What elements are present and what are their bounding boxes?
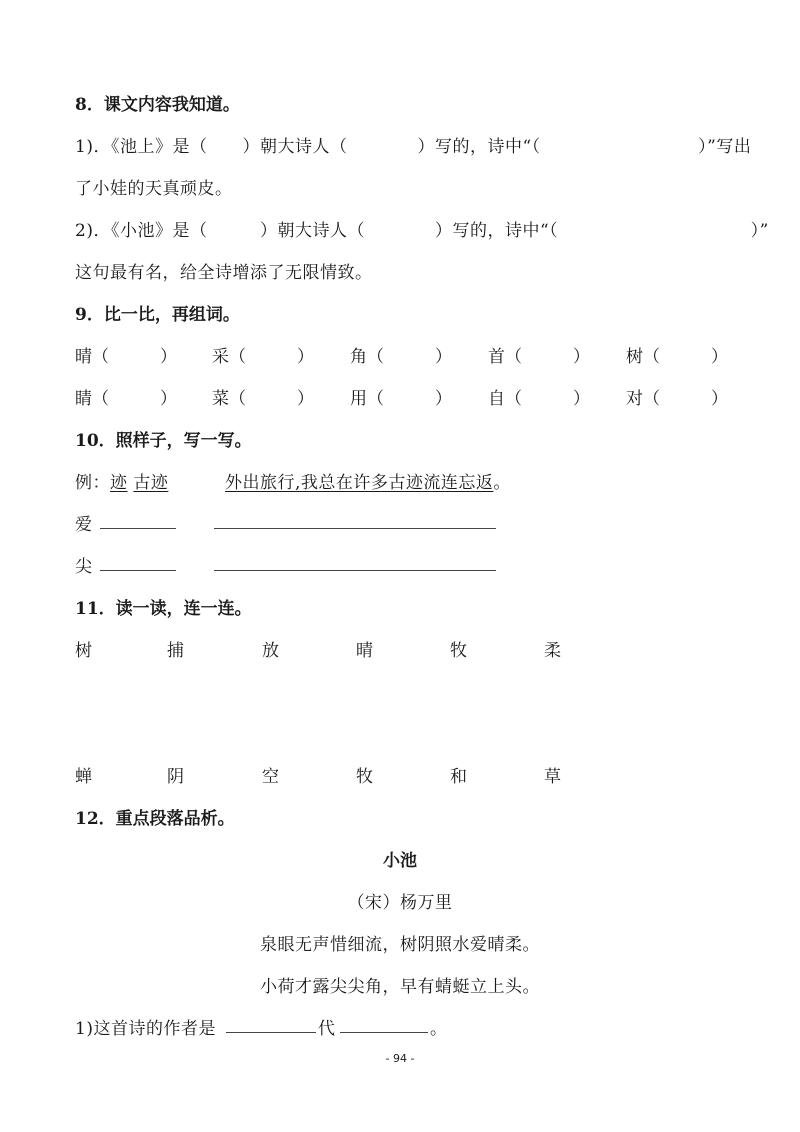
q8-line-1: 1)．《池上》是（ ）朝大诗人（ ）写的，诗中“（ ）”写出 [75, 137, 752, 157]
q12-dynasty-blank[interactable] [340, 1032, 428, 1033]
q9-row2-item: 对（ ） [626, 389, 728, 409]
q11-top-char[interactable]: 树 [75, 641, 92, 661]
q11-bottom-char[interactable]: 草 [544, 767, 561, 787]
q10-example-sentence-wrap [225, 468, 511, 493]
example-char: 迹 [110, 473, 128, 493]
q12-heading: 12．重点段落品析。 [75, 809, 235, 829]
q11-top-char[interactable]: 放 [262, 641, 279, 661]
q11-top-char[interactable]: 柔 [544, 641, 561, 661]
q9-row1-item: 采（ ） [212, 347, 314, 367]
poem-line-2: 小荷才露尖尖角，早有蜻蜓立上头。 [260, 977, 540, 997]
q8-line-2: 了小娃的天真顽皮。 [75, 179, 233, 199]
q9-row1-item: 树（ ） [626, 347, 728, 367]
q9-heading: 9．比一比，再组词。 [75, 305, 240, 325]
q10-row2-char: 尖 [75, 557, 93, 577]
q9-row1-item: 晴（ ） [75, 347, 177, 367]
q9-row1-item: 首（ ） [488, 347, 590, 367]
q8-line-4: 这句最有名，给全诗增添了无限情致。 [75, 263, 373, 283]
q10-row1-word-blank[interactable] [100, 528, 176, 529]
example-sentence: 外出旅行,我总在许多古迹流连忘返 [225, 473, 494, 493]
poem-title: 小池 [383, 851, 417, 871]
q11-top-char[interactable]: 捕 [167, 641, 184, 661]
poem-author: （宋）杨万里 [347, 893, 453, 913]
q11-top-char[interactable]: 晴 [356, 641, 373, 661]
q10-row1-sentence-blank[interactable] [214, 528, 496, 529]
q11-bottom-char[interactable]: 和 [450, 767, 467, 787]
q11-bottom-char[interactable]: 空 [262, 767, 279, 787]
q9-row2-item: 菜（ ） [212, 389, 314, 409]
q9-row2-item: 睛（ ） [75, 389, 177, 409]
poem-line-1: 泉眼无声惜细流，树阴照水爱晴柔。 [260, 935, 540, 955]
q9-row2-item: 自（ ） [488, 389, 590, 409]
q11-heading: 11．读一读，连一连。 [75, 599, 252, 619]
q10-example [75, 468, 168, 493]
q9-row1-item: 角（ ） [350, 347, 452, 367]
example-word: 古迹 [133, 473, 169, 493]
q11-top-char[interactable]: 牧 [450, 641, 467, 661]
example-sentence-end: 。 [493, 473, 511, 493]
q9-row2-item: 用（ ） [350, 389, 452, 409]
q10-heading: 10．照样子，写一写。 [75, 431, 252, 451]
q8-line-3: 2)．《小池》是（ ）朝大诗人（ ）写的，诗中“（ ）” [75, 221, 769, 241]
page-number: - 94 - [385, 1052, 415, 1065]
q12-sub1-mid: 代 [318, 1019, 336, 1039]
example-label: 例： [75, 473, 110, 493]
q8-heading: 8．课文内容我知道。 [75, 95, 240, 115]
q10-row1-char: 爱 [75, 515, 93, 535]
q10-row2-sentence-blank[interactable] [214, 570, 496, 571]
q11-bottom-char[interactable]: 阴 [167, 767, 184, 787]
q11-bottom-char[interactable]: 蝉 [75, 767, 92, 787]
q11-bottom-char[interactable]: 牧 [356, 767, 373, 787]
q12-author-blank[interactable] [226, 1032, 316, 1033]
q12-sub1-end: 。 [430, 1019, 448, 1039]
q10-row2-word-blank[interactable] [100, 570, 176, 571]
q12-sub1-prefix: 1)这首诗的作者是 [75, 1019, 216, 1039]
